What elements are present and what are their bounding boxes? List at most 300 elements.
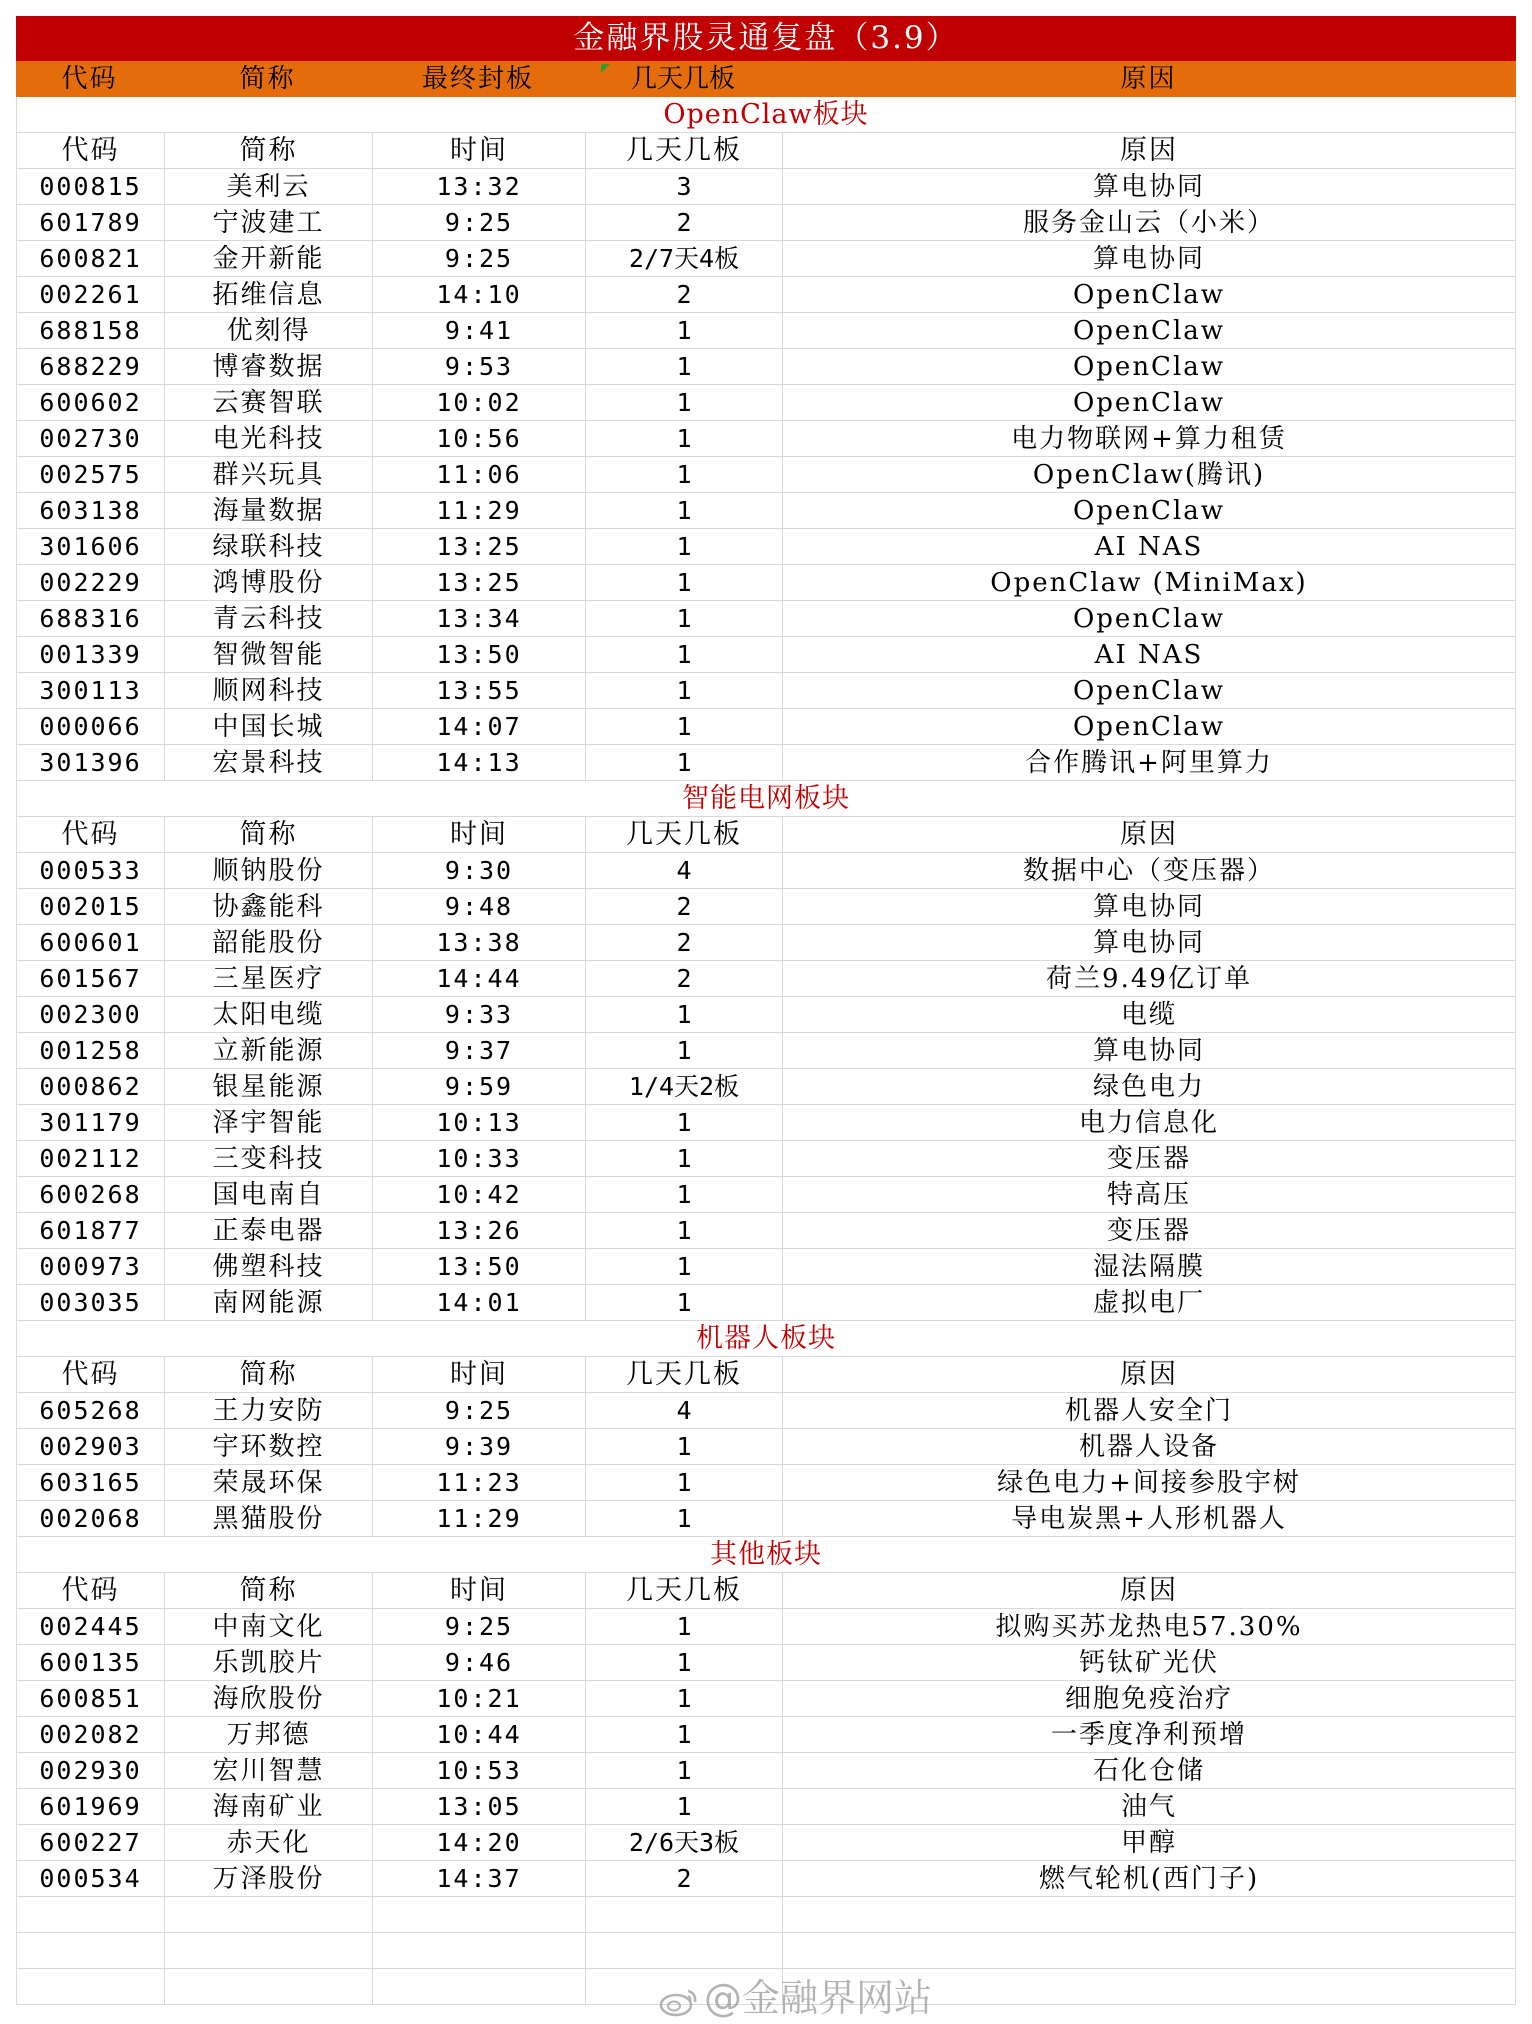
cell-boards: 1 [586, 349, 783, 385]
cell-time: 11:23 [373, 1465, 586, 1501]
cell-time: 10:13 [373, 1105, 586, 1141]
table-row [16, 637, 1516, 673]
cell-name: 中国长城 [165, 709, 373, 745]
cell-name: 南网能源 [165, 1285, 373, 1321]
cell-name: 韶能股份 [165, 925, 373, 961]
cell-name: 赤天化 [165, 1825, 373, 1861]
cell-boards: 1 [586, 1645, 783, 1681]
cell-code: 601969 [17, 1789, 165, 1825]
column-header-reason: 原因 [783, 817, 1516, 853]
table-row [16, 997, 1516, 1033]
table-row [16, 205, 1516, 241]
column-header-reason: 原因 [783, 133, 1516, 169]
cell-code: 600602 [17, 385, 165, 421]
cell-reason: OpenClaw (MiniMax) [783, 565, 1516, 601]
cell-time: 10:21 [373, 1681, 586, 1717]
cell-reason: 算电协同 [783, 925, 1516, 961]
cell-boards: 1 [586, 529, 783, 565]
column-header-boards: 几天几板 [586, 1573, 783, 1609]
column-header-code: 代码 [17, 133, 165, 169]
cell-code: 002575 [17, 457, 165, 493]
cell-time: 13:50 [373, 637, 586, 673]
empty-cell [17, 1933, 165, 1969]
column-header-boards: 几天几板 [586, 133, 783, 169]
stock-review-sheet [16, 16, 1516, 2005]
cell-reason: 拟购买苏龙热电57.30% [783, 1609, 1516, 1645]
main-header-row [16, 61, 1516, 97]
cell-code: 001339 [17, 637, 165, 673]
column-header-name: 简称 [165, 817, 373, 853]
cell-time: 14:13 [373, 745, 586, 781]
cell-reason: 算电协同 [783, 1033, 1516, 1069]
comment-marker [601, 64, 610, 73]
cell-code: 600268 [17, 1177, 165, 1213]
table-row [16, 1717, 1516, 1753]
cell-code: 600135 [17, 1645, 165, 1681]
cell-time: 14:20 [373, 1825, 586, 1861]
table-row [16, 853, 1516, 889]
cell-name: 海南矿业 [165, 1789, 373, 1825]
cell-time: 9:30 [373, 853, 586, 889]
cell-reason: 湿法隔膜 [783, 1249, 1516, 1285]
empty-cell [586, 1933, 783, 1969]
empty-cell [783, 1933, 1516, 1969]
table-row [16, 529, 1516, 565]
cell-code: 002229 [17, 565, 165, 601]
cell-reason: 电力信息化 [783, 1105, 1516, 1141]
cell-time: 9:25 [373, 1609, 586, 1645]
cell-code: 600851 [17, 1681, 165, 1717]
cell-name: 博睿数据 [165, 349, 373, 385]
cell-time: 13:05 [373, 1789, 586, 1825]
table-row [16, 1645, 1516, 1681]
empty-row [16, 1897, 1516, 1933]
cell-name: 泽宇智能 [165, 1105, 373, 1141]
cell-reason: AI NAS [783, 529, 1516, 565]
watermark-text: @金融界网站 [703, 1976, 932, 2020]
cell-boards: 2/6天3板 [586, 1825, 783, 1861]
cell-boards: 3 [586, 169, 783, 205]
empty-cell [17, 1969, 165, 2005]
cell-reason: 电缆 [783, 997, 1516, 1033]
cell-code: 000862 [17, 1069, 165, 1105]
table-row [16, 745, 1516, 781]
table-row [16, 709, 1516, 745]
cell-code: 601877 [17, 1213, 165, 1249]
section-title: OpenClaw板块 [16, 97, 1516, 133]
cell-boards: 2 [586, 889, 783, 925]
cell-reason: OpenClaw [783, 313, 1516, 349]
cell-boards: 1 [586, 313, 783, 349]
table-row [16, 169, 1516, 205]
cell-reason: OpenClaw(腾讯) [783, 457, 1516, 493]
table-row [16, 1285, 1516, 1321]
cell-time: 10:02 [373, 385, 586, 421]
cell-name: 王力安防 [165, 1393, 373, 1429]
cell-code: 688158 [17, 313, 165, 349]
table-row [16, 1141, 1516, 1177]
cell-boards: 1 [586, 673, 783, 709]
cell-time: 10:44 [373, 1717, 586, 1753]
cell-name: 群兴玩具 [165, 457, 373, 493]
table-row [16, 457, 1516, 493]
cell-code: 003035 [17, 1285, 165, 1321]
cell-name: 金开新能 [165, 241, 373, 277]
cell-boards: 1 [586, 1213, 783, 1249]
cell-boards: 4 [586, 1393, 783, 1429]
cell-reason: AI NAS [783, 637, 1516, 673]
cell-boards: 1 [586, 1177, 783, 1213]
cell-time: 9:59 [373, 1069, 586, 1105]
empty-cell [165, 1933, 373, 1969]
cell-boards: 1 [586, 1609, 783, 1645]
header-reason: 原因 [782, 61, 1516, 97]
cell-name: 三星医疗 [165, 961, 373, 997]
cell-name: 顺网科技 [165, 673, 373, 709]
cell-code: 301606 [17, 529, 165, 565]
cell-reason: OpenClaw [783, 493, 1516, 529]
table-row [16, 1825, 1516, 1861]
table-row [16, 1465, 1516, 1501]
cell-name: 佛塑科技 [165, 1249, 373, 1285]
column-header-row [16, 1357, 1516, 1393]
table-row [16, 1789, 1516, 1825]
cell-code: 002300 [17, 997, 165, 1033]
cell-boards: 1/4天2板 [586, 1069, 783, 1105]
column-header-reason: 原因 [783, 1357, 1516, 1393]
cell-boards: 1 [586, 1789, 783, 1825]
cell-name: 优刻得 [165, 313, 373, 349]
cell-name: 正泰电器 [165, 1213, 373, 1249]
cell-time: 10:42 [373, 1177, 586, 1213]
cell-reason: 变压器 [783, 1141, 1516, 1177]
cell-boards: 1 [586, 709, 783, 745]
column-header-name: 简称 [165, 1573, 373, 1609]
cell-code: 001258 [17, 1033, 165, 1069]
cell-reason: 服务金山云（小米） [783, 205, 1516, 241]
table-row [16, 1393, 1516, 1429]
table-row [16, 1861, 1516, 1897]
empty-row [16, 1933, 1516, 1969]
cell-name: 立新能源 [165, 1033, 373, 1069]
cell-reason: 燃气轮机(西门子) [783, 1861, 1516, 1897]
cell-name: 黑猫股份 [165, 1501, 373, 1537]
header-boards: 几天几板 [585, 61, 782, 97]
cell-reason: 算电协同 [783, 169, 1516, 205]
empty-cell [17, 1897, 165, 1933]
cell-name: 云赛智联 [165, 385, 373, 421]
cell-boards: 2 [586, 925, 783, 961]
column-header-code: 代码 [17, 1357, 165, 1393]
cell-boards: 1 [586, 997, 783, 1033]
cell-reason: 算电协同 [783, 889, 1516, 925]
cell-boards: 2 [586, 1861, 783, 1897]
header-code: 代码 [16, 61, 164, 97]
cell-reason: 钙钛矿光伏 [783, 1645, 1516, 1681]
cell-time: 9:25 [373, 1393, 586, 1429]
cell-time: 14:01 [373, 1285, 586, 1321]
table-row [16, 1069, 1516, 1105]
cell-boards: 2 [586, 277, 783, 313]
cell-reason: 一季度净利预增 [783, 1717, 1516, 1753]
cell-reason: 合作腾讯+阿里算力 [783, 745, 1516, 781]
section-title: 其他板块 [16, 1537, 1516, 1573]
table-row [16, 1753, 1516, 1789]
cell-name: 太阳电缆 [165, 997, 373, 1033]
watermark [658, 1967, 932, 2022]
column-header-time: 时间 [373, 817, 586, 853]
header-name: 简称 [164, 61, 372, 97]
cell-reason: 甲醇 [783, 1825, 1516, 1861]
cell-boards: 1 [586, 1501, 783, 1537]
table-row [16, 1249, 1516, 1285]
column-header-reason: 原因 [783, 1573, 1516, 1609]
cell-time: 11:06 [373, 457, 586, 493]
cell-time: 13:32 [373, 169, 586, 205]
table-row [16, 1609, 1516, 1645]
cell-name: 宏景科技 [165, 745, 373, 781]
cell-boards: 1 [586, 1717, 783, 1753]
cell-reason: 算电协同 [783, 241, 1516, 277]
cell-code: 600821 [17, 241, 165, 277]
cell-code: 600601 [17, 925, 165, 961]
table-row [16, 601, 1516, 637]
cell-boards: 1 [586, 565, 783, 601]
cell-time: 9:33 [373, 997, 586, 1033]
column-header-time: 时间 [373, 1357, 586, 1393]
column-header-code: 代码 [17, 817, 165, 853]
cell-code: 002015 [17, 889, 165, 925]
cell-code: 601789 [17, 205, 165, 241]
table-row [16, 925, 1516, 961]
table-row [16, 1501, 1516, 1537]
column-header-boards: 几天几板 [586, 817, 783, 853]
cell-time: 9:46 [373, 1645, 586, 1681]
empty-cell [783, 1897, 1516, 1933]
cell-time: 13:55 [373, 673, 586, 709]
cell-code: 603138 [17, 493, 165, 529]
cell-reason: 特高压 [783, 1177, 1516, 1213]
cell-code: 002082 [17, 1717, 165, 1753]
cell-name: 电光科技 [165, 421, 373, 457]
cell-code: 301179 [17, 1105, 165, 1141]
cell-name: 万邦德 [165, 1717, 373, 1753]
table-row [16, 385, 1516, 421]
cell-reason: OpenClaw [783, 385, 1516, 421]
sheet-title: 金融界股灵通复盘（3.9） [16, 16, 1516, 61]
cell-reason: OpenClaw [783, 673, 1516, 709]
cell-boards: 4 [586, 853, 783, 889]
column-header-row [16, 817, 1516, 853]
cell-code: 000066 [17, 709, 165, 745]
cell-time: 11:29 [373, 1501, 586, 1537]
table-row [16, 349, 1516, 385]
cell-time: 9:53 [373, 349, 586, 385]
cell-reason: 导电炭黑+人形机器人 [783, 1501, 1516, 1537]
column-header-row [16, 1573, 1516, 1609]
cell-boards: 1 [586, 421, 783, 457]
cell-reason: 数据中心（变压器） [783, 853, 1516, 889]
table-row [16, 1213, 1516, 1249]
cell-code: 000815 [17, 169, 165, 205]
table-row [16, 241, 1516, 277]
cell-reason: OpenClaw [783, 709, 1516, 745]
empty-cell [586, 1897, 783, 1933]
cell-code: 688229 [17, 349, 165, 385]
cell-boards: 2/7天4板 [586, 241, 783, 277]
empty-cell [373, 1933, 586, 1969]
cell-boards: 1 [586, 457, 783, 493]
cell-name: 中南文化 [165, 1609, 373, 1645]
cell-boards: 1 [586, 1285, 783, 1321]
column-header-name: 简称 [165, 1357, 373, 1393]
cell-code: 601567 [17, 961, 165, 997]
empty-cell [373, 1897, 586, 1933]
cell-reason: 电力物联网+算力租赁 [783, 421, 1516, 457]
cell-code: 002261 [17, 277, 165, 313]
cell-name: 宁波建工 [165, 205, 373, 241]
column-header-row [16, 133, 1516, 169]
cell-code: 002903 [17, 1429, 165, 1465]
cell-code: 688316 [17, 601, 165, 637]
column-header-boards: 几天几板 [586, 1357, 783, 1393]
empty-cell [165, 1897, 373, 1933]
cell-code: 002730 [17, 421, 165, 457]
cell-reason: 绿色电力+间接参股宇树 [783, 1465, 1516, 1501]
empty-cell [165, 1969, 373, 2005]
cell-reason: 绿色电力 [783, 1069, 1516, 1105]
cell-reason: 荷兰9.49亿订单 [783, 961, 1516, 997]
column-header-name: 简称 [165, 133, 373, 169]
cell-boards: 1 [586, 1105, 783, 1141]
column-header-time: 时间 [373, 1573, 586, 1609]
cell-time: 9:41 [373, 313, 586, 349]
cell-time: 13:34 [373, 601, 586, 637]
cell-name: 银星能源 [165, 1069, 373, 1105]
table-row [16, 565, 1516, 601]
cell-name: 智微智能 [165, 637, 373, 673]
cell-name: 宇环数控 [165, 1429, 373, 1465]
cell-reason: 细胞免疫治疗 [783, 1681, 1516, 1717]
cell-time: 14:07 [373, 709, 586, 745]
cell-name: 海欣股份 [165, 1681, 373, 1717]
empty-cell [373, 1969, 586, 2005]
table-row [16, 673, 1516, 709]
cell-time: 10:33 [373, 1141, 586, 1177]
cell-boards: 1 [586, 745, 783, 781]
table-row [16, 421, 1516, 457]
cell-reason: 虚拟电厂 [783, 1285, 1516, 1321]
cell-time: 11:29 [373, 493, 586, 529]
cell-time: 9:37 [373, 1033, 586, 1069]
cell-time: 10:56 [373, 421, 586, 457]
cell-code: 600227 [17, 1825, 165, 1861]
cell-reason: 变压器 [783, 1213, 1516, 1249]
cell-code: 300113 [17, 673, 165, 709]
cell-time: 13:50 [373, 1249, 586, 1285]
cell-boards: 1 [586, 601, 783, 637]
cell-name: 三变科技 [165, 1141, 373, 1177]
cell-boards: 1 [586, 1681, 783, 1717]
weibo-icon [658, 1985, 700, 2017]
cell-reason: 机器人安全门 [783, 1393, 1516, 1429]
table-row [16, 277, 1516, 313]
section-title: 智能电网板块 [16, 781, 1516, 817]
cell-time: 13:26 [373, 1213, 586, 1249]
cell-time: 14:44 [373, 961, 586, 997]
cell-name: 绿联科技 [165, 529, 373, 565]
cell-time: 14:37 [373, 1861, 586, 1897]
table-row [16, 1177, 1516, 1213]
cell-reason: OpenClaw [783, 349, 1516, 385]
cell-boards: 1 [586, 493, 783, 529]
cell-code: 002445 [17, 1609, 165, 1645]
cell-code: 000973 [17, 1249, 165, 1285]
cell-name: 协鑫能科 [165, 889, 373, 925]
cell-boards: 1 [586, 637, 783, 673]
table-row [16, 1681, 1516, 1717]
cell-time: 9:25 [373, 205, 586, 241]
cell-boards: 1 [586, 1249, 783, 1285]
cell-boards: 2 [586, 961, 783, 997]
table-row [16, 961, 1516, 997]
cell-time: 9:48 [373, 889, 586, 925]
cell-code: 605268 [17, 1393, 165, 1429]
cell-time: 13:25 [373, 529, 586, 565]
cell-time: 10:53 [373, 1753, 586, 1789]
table-row [16, 1105, 1516, 1141]
table-row [16, 313, 1516, 349]
cell-boards: 1 [586, 385, 783, 421]
cell-name: 青云科技 [165, 601, 373, 637]
cell-name: 美利云 [165, 169, 373, 205]
table-row [16, 493, 1516, 529]
cell-name: 荣晟环保 [165, 1465, 373, 1501]
cell-time: 13:38 [373, 925, 586, 961]
cell-boards: 1 [586, 1033, 783, 1069]
cell-boards: 1 [586, 1465, 783, 1501]
cell-reason: 油气 [783, 1789, 1516, 1825]
column-header-time: 时间 [373, 133, 586, 169]
cell-reason: 石化仓储 [783, 1753, 1516, 1789]
cell-code: 000533 [17, 853, 165, 889]
cell-code: 002112 [17, 1141, 165, 1177]
cell-name: 万泽股份 [165, 1861, 373, 1897]
cell-boards: 1 [586, 1429, 783, 1465]
cell-reason: OpenClaw [783, 601, 1516, 637]
cell-boards: 1 [586, 1141, 783, 1177]
cell-code: 000534 [17, 1861, 165, 1897]
sections-container [16, 97, 1516, 1897]
cell-code: 301396 [17, 745, 165, 781]
cell-time: 13:25 [373, 565, 586, 601]
cell-boards: 1 [586, 1753, 783, 1789]
cell-boards: 2 [586, 205, 783, 241]
cell-time: 14:10 [373, 277, 586, 313]
table-row [16, 889, 1516, 925]
table-row [16, 1033, 1516, 1069]
cell-reason: 机器人设备 [783, 1429, 1516, 1465]
cell-name: 乐凯胶片 [165, 1645, 373, 1681]
cell-name: 国电南自 [165, 1177, 373, 1213]
header-final-seal: 最终封板 [372, 61, 585, 97]
cell-name: 海量数据 [165, 493, 373, 529]
table-row [16, 1429, 1516, 1465]
cell-reason: OpenClaw [783, 277, 1516, 313]
cell-name: 顺钠股份 [165, 853, 373, 889]
cell-time: 9:25 [373, 241, 586, 277]
cell-name: 拓维信息 [165, 277, 373, 313]
